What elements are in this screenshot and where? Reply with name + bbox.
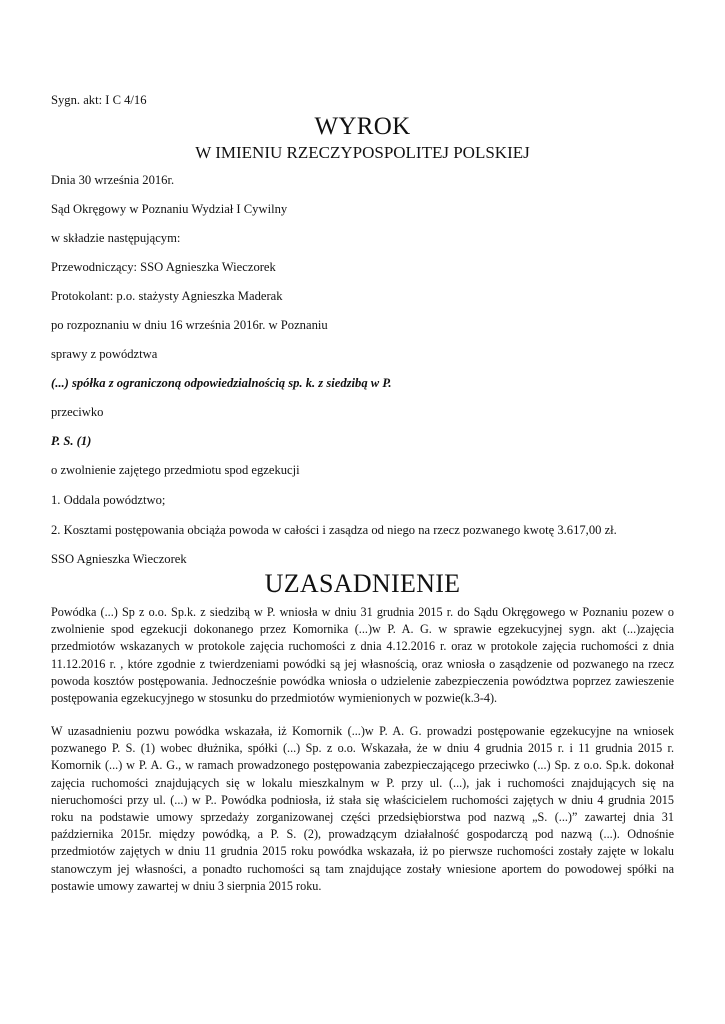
case-from-label: sprawy z powództwa xyxy=(51,347,158,361)
against-label: przeciwko xyxy=(51,405,104,419)
court-clerk: Protokolant: p.o. stażysty Agnieszka Maderak xyxy=(51,289,283,303)
verdict-point-1: 1. Oddala powództwo; xyxy=(51,493,166,507)
hearing-info: po rozpoznaniu w dniu 16 września 2016r. w Poznaniu xyxy=(51,318,328,332)
verdict-point-2: 2. Kosztami postępowania obciąża powoda w całości i zasądza od niego na rzecz pozwanego kwotę 3.617,00 zł. xyxy=(51,523,617,537)
justification-paragraph-2: W uzasadnieniu pozwu powódka wskazała, iż Komornik (...)w P. A. G. prowadzi postępowanie egzekucyjne na wniosek pozwanego P. S. (1) wobec dłużnika, spółki (...) Sp. z o.o. Wskazała, że w dniu 4 grudnia 2015 r. i 11 grudnia 2015 r. Komornik (...) w P. A. G., w ramach prowadzonego postępowania zabezpieczającego przeciwko (...) Sp. z o.o. Sp.k. dokonał zajęcia ruchomości znajdujących się w lokalu mieszkalnym w P. przy ul. (...), jak i ruchomości znajdujących się na nieruchomości przy ul. (...) w P.. Powódka podniosła, iż stała się właścicielem ruchomości zajętych w dniu 4 grudnia 2015 roku na podstawie umowy sprzedaży zorganizowanej części przedsiębiorstwa pod nazwą „S. (...)” zawartej dnia 31 października 2015r. między powódką, a P. S. (2), prowadzącym działalność gospodarczą pod nazwą (...). Odnośnie przedmiotów zajętych w dniu 11 grudnia 2015 roku powódka wskazała, iż po pierwsze ruchomości zostały zajęte w lokalu stanowczym jej własności, a ponadto ruchomości są tam znajdujące zostały wniesione aportem do powodowej spółki na postawie umowy zawartej w dniu 3 sierpnia 2015 roku. xyxy=(51,724,674,893)
plaintiff-name: (...) spółka z ograniczoną odpowiedzialnością sp. k. z siedzibą w P. xyxy=(51,376,392,390)
judge-signature: SSO Agnieszka Wieczorek xyxy=(51,552,187,566)
court-name: Sąd Okręgowy w Poznaniu Wydział I Cywilny xyxy=(51,202,288,216)
justification-paragraph-1: Powódka (...) Sp z o.o. Sp.k. z siedzibą w P. wniosła w dniu 31 grudnia 2015 r. do Sądu Okręgowego w Poznaniu pozew o zwolnienie spod egzekucji dokonanego przez Komornika (...)w P. A. G. w sprawie egzekucyjnej sygn. akt (...)zajęcia przedmiotów wskazanych w protokole zajęcia ruchomości z dnia 4.12.2016 r. oraz w protokole zajęcia ruchomości z dnia 11.12.2016 r. , które zgodnie z twierdzeniami powódki są jej własnością, oraz wniosła o zasądzenie od pozwanego na rzecz powoda kosztów postępowania. Jednocześnie powódka wniosła o udzielenie zabezpieczenia powództwa poprzez zawieszenie postępowania egzekucyjnego w stosunku do przedmiotów wymienionych w pozwie(k.3-4). xyxy=(51,605,674,706)
verdict-date: Dnia 30 września 2016r. xyxy=(51,173,175,187)
justification-heading: UZASADNIENIE xyxy=(264,569,461,598)
document-title: WYROK xyxy=(314,113,411,140)
case-subject: o zwolnienie zajętego przedmiotu spod egzekucji xyxy=(51,463,300,477)
document-subtitle: W IMIENIU RZECZYPOSPOLITEJ POLSKIEJ xyxy=(195,143,530,162)
defendant-name: P. S. (1) xyxy=(51,434,92,448)
case-signature: Sygn. akt: I C 4/16 xyxy=(51,93,147,107)
composition-label: w składzie następującym: xyxy=(51,231,181,245)
presiding-judge: Przewodniczący: SSO Agnieszka Wieczorek xyxy=(51,260,276,274)
